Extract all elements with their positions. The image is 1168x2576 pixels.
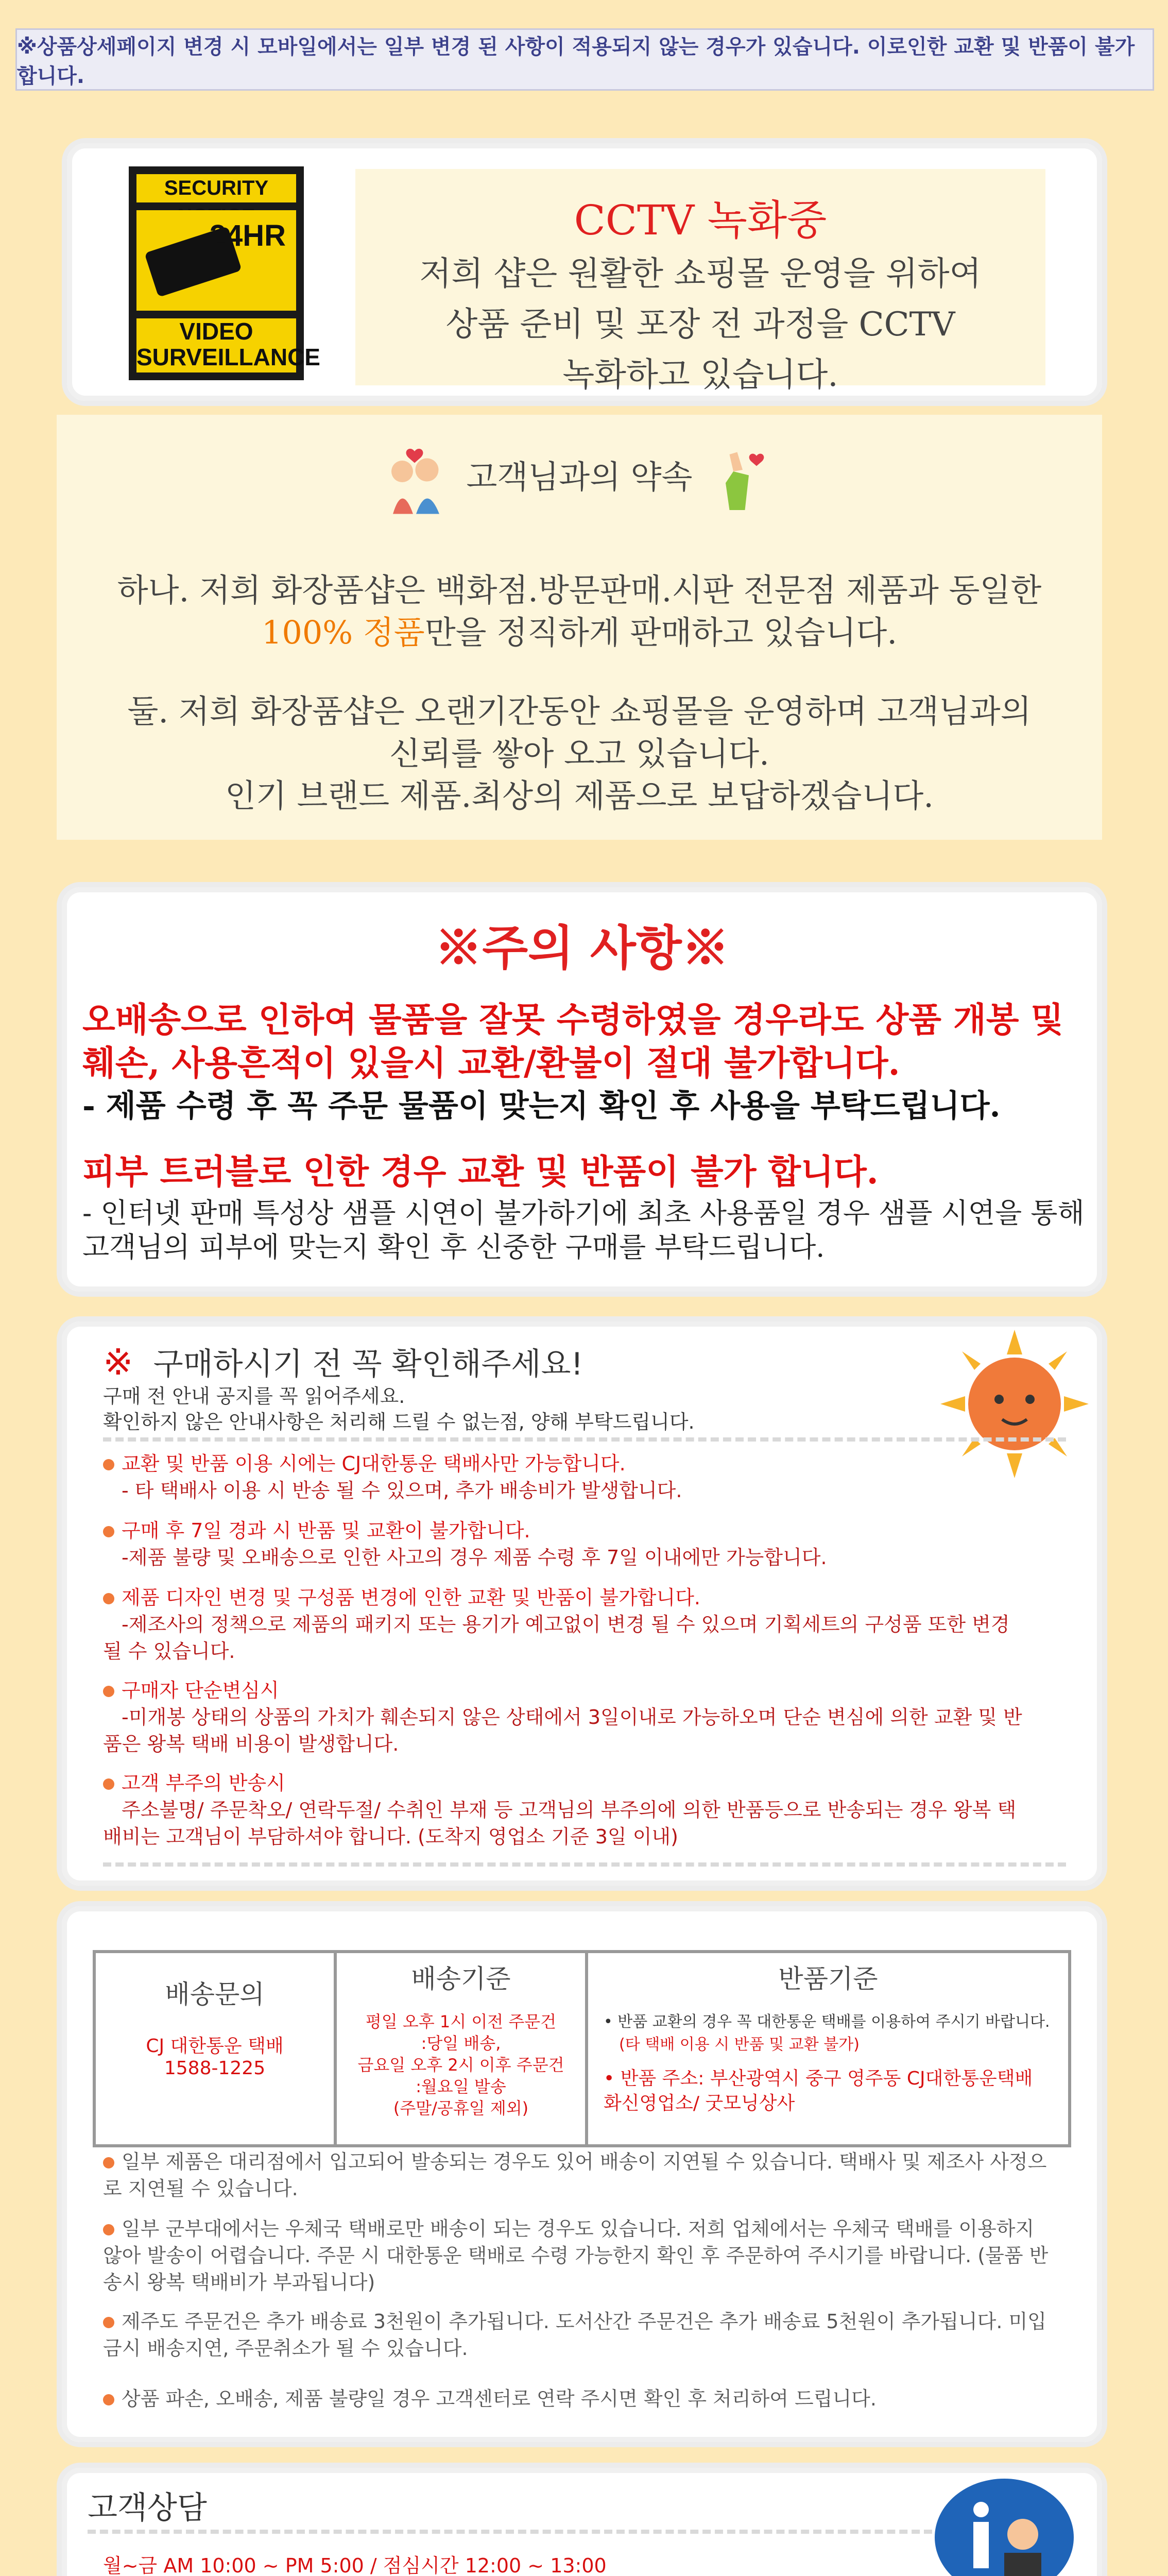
check-header [103, 1340, 583, 1384]
cctv-card [62, 138, 1107, 406]
caution-card [57, 882, 1107, 1297]
cctv-line: 상품 준비 및 포장 전 과정을 CCTV [445, 306, 955, 344]
delivery-note: 상품 파손, 오배송, 제품 불량일 경우 고객센터로 연락 주시면 확인 후 처리하여 드립니다. [103, 2385, 1056, 2412]
inquiry-cell [94, 1952, 335, 2146]
sign-bottom-text: VIDEO SURVEILLANCE [136, 318, 296, 372]
top-notice-bar [0, 0, 1168, 111]
promise-header [57, 440, 1102, 518]
promise-section [57, 415, 1102, 840]
hand-heart-icon [702, 440, 780, 518]
mobile-notice: ※상품상세페이지 변경 시 모바일에서는 일부 변경 된 사항이 적용되지 않는 경우가 있습니다. 이로인한 교환 및 반품이 불가합니다. [15, 28, 1154, 91]
delivery-note: 제주도 주문건은 추가 배송료 3천원이 추가됩니다. 도서산간 주문건은 추가 배송료 5천원이 추가됩니다. 미입금시 배송지연, 주문취소가 될 수 있습니다. [103, 2310, 1046, 2360]
security-sign-icon [129, 166, 320, 380]
divider [103, 1437, 1066, 1442]
standard-cell [335, 1952, 587, 2146]
check-sub-2: 확인하지 않은 안내사항은 처리해 드릴 수 없는점, 양해 부탁드립니다. [103, 1411, 695, 1433]
delivery-note: 일부 제품은 대리점에서 입고되어 발송되는 경우도 있어 배송이 지연될 수 있습니다. 택배사 및 제조사 사정으로 지연될 수 있습니다. [103, 2150, 1047, 2200]
cctv-text-box [355, 169, 1045, 394]
cctv-title: CCTV 녹화중 [574, 196, 827, 244]
consult-card [57, 2463, 1107, 2576]
return-header: 반품기준 [778, 1964, 878, 1994]
purchase-check-card [57, 1316, 1107, 1891]
promise-title: 고객님과의 약속 [466, 458, 693, 496]
promise-p2: 인기 브랜드 제품.최상의 제품으로 보답하겠습니다. [225, 777, 934, 815]
inquiry-header: 배송문의 [165, 1979, 265, 2009]
divider [88, 2530, 932, 2534]
check-title: 구매하시기 전 꼭 확인해주세요! [153, 1346, 583, 1382]
info-icon [927, 2476, 1081, 2576]
caution-title: ※주의 사항※ [435, 920, 729, 976]
delivery-note: 일부 군부대에서는 우체국 택배로만 배송이 되는 경우도 있습니다. 저희 업체에서는 우체국 택배를 이용하지 않아 발송이 어렵습니다. 주문 시 대한통운 택배로 수령 가능한지 확인 후 주문하여 주시기를 바랍니다. (물품 반송시 왕복 택배비가 부과됩니다) [103, 2217, 1049, 2294]
check-item: 구매 후 7일 경과 시 반품 및 교환이 불가합니다. -제품 불량 및 오배송으로 인한 사고의 경우 제품 수령 후 7일 이내에만 가능합니다. [103, 1517, 1030, 1571]
genuine-highlight: 100% 정품 [261, 614, 425, 651]
consult-hours: 월~금 AM 10:00 ~ PM 5:00 / 점심시간 12:00 ~ 13:00 [103, 2554, 607, 2576]
consult-title: 고객상담 [88, 2490, 207, 2526]
promise-p1b-rest: 만을 정직하게 판매하고 있습니다. [424, 614, 898, 651]
sign-hr-text: 24HR [209, 219, 286, 252]
delivery-table [93, 1950, 1071, 2147]
return-rule: • 반품 교환의 경우 꼭 대한통운 택배를 이용하여 주시기 바랍니다. (타 택배 이용 시 반품 및 교환 불가) [604, 2013, 1050, 2054]
check-item: 교환 및 반품 이용 시에는 CJ대한통운 택배사만 가능합니다. - 타 택배사 이용 시 반송 될 수 있으며, 추가 배송비가 발생합니다. [103, 1450, 1030, 1504]
standard-header: 배송기준 [411, 1964, 511, 1994]
inquiry-company: CJ 대한통운 택배 [146, 2036, 284, 2057]
caution-note-1: - 제품 수령 후 꼭 주문 물품이 맞는지 확인 후 사용을 부탁드립니다. [82, 1088, 1001, 1124]
promise-p2: 신뢰를 쌓아 오고 있습니다. [389, 735, 769, 772]
promise-p1a: 하나. 저희 화장품샵은 백화점.방문판매.시판 전문점 제품과 동일한 [117, 571, 1042, 609]
cctv-line: 저희 샵은 원활한 쇼핑몰 운영을 위하여 [419, 255, 982, 293]
divider [103, 1862, 1066, 1867]
check-item: 고객 부주의 반송시 주소불명/ 주문착오/ 연락두절/ 수취인 부재 등 고객님의 부주의에 의한 반품등으로 반송되는 경우 왕복 택배비는 고객님이 부담하셔야 합니다. (도착지 영업소 기준 3일 이내) [103, 1772, 1017, 1848]
standard-lines: 평일 오후 1시 이전 주문건 :당일 배송, 금요일 오후 2시 이후 주문건 :월요일 발송 (주말/공휴일 제외) [357, 2012, 564, 2118]
sign-top-text: SECURITY [136, 174, 296, 202]
sign-camera-area [136, 210, 296, 311]
promise-p1b [57, 612, 1102, 654]
delivery-card [57, 1901, 1107, 2447]
family-icon [379, 440, 456, 518]
caution-warning-1: 오배송으로 인하여 물품을 잘못 수령하였을 경우라도 상품 개봉 및 훼손, 사용흔적이 있을시 교환/환불이 절대 불가합니다. [82, 999, 1064, 1083]
return-address: • 반품 주소: 부산광역시 중구 영주동 CJ대한통운택배 화신영업소/ 굿모닝상사 [604, 2068, 1033, 2114]
check-item: 제품 디자인 변경 및 구성품 변경에 인한 교환 및 반품이 불가합니다. -제조사의 정책으로 제품의 패키지 또는 용기가 예고없이 변경 될 수 있으며 기획세트의 구성품 또한 변경 될 수 있습니다. [103, 1586, 1010, 1663]
caution-note-2: - 인터넷 판매 특성상 샘플 시연이 불가하기에 최초 사용품일 경우 샘플 시연을 통해 고객님의 피부에 맞는지 확인 후 신중한 구매를 부탁드립니다. [82, 1197, 1085, 1263]
inquiry-phone: 1588-1225 [164, 2058, 266, 2079]
caution-warning-2: 피부 트러블로 인한 경우 교환 및 반품이 불가 합니다. [82, 1151, 879, 1192]
return-cell [587, 1952, 1070, 2146]
promise-p2: 둘. 저희 화장품샵은 오랜기간동안 쇼핑몰을 운영하며 고객님과의 [127, 692, 1032, 730]
cctv-line: 녹화하고 있습니다. [562, 356, 838, 394]
reference-mark: ※ [103, 1341, 133, 1383]
check-sub-1: 구매 전 안내 공지를 꼭 읽어주세요. [103, 1385, 405, 1408]
check-item: 구매자 단순변심시 -미개봉 상태의 상품의 가치가 훼손되지 않은 상태에서 3일이내로 가능하오며 단순 변심에 의한 교환 및 반품은 왕복 택배 비용이 발생합니다. [103, 1679, 1022, 1755]
